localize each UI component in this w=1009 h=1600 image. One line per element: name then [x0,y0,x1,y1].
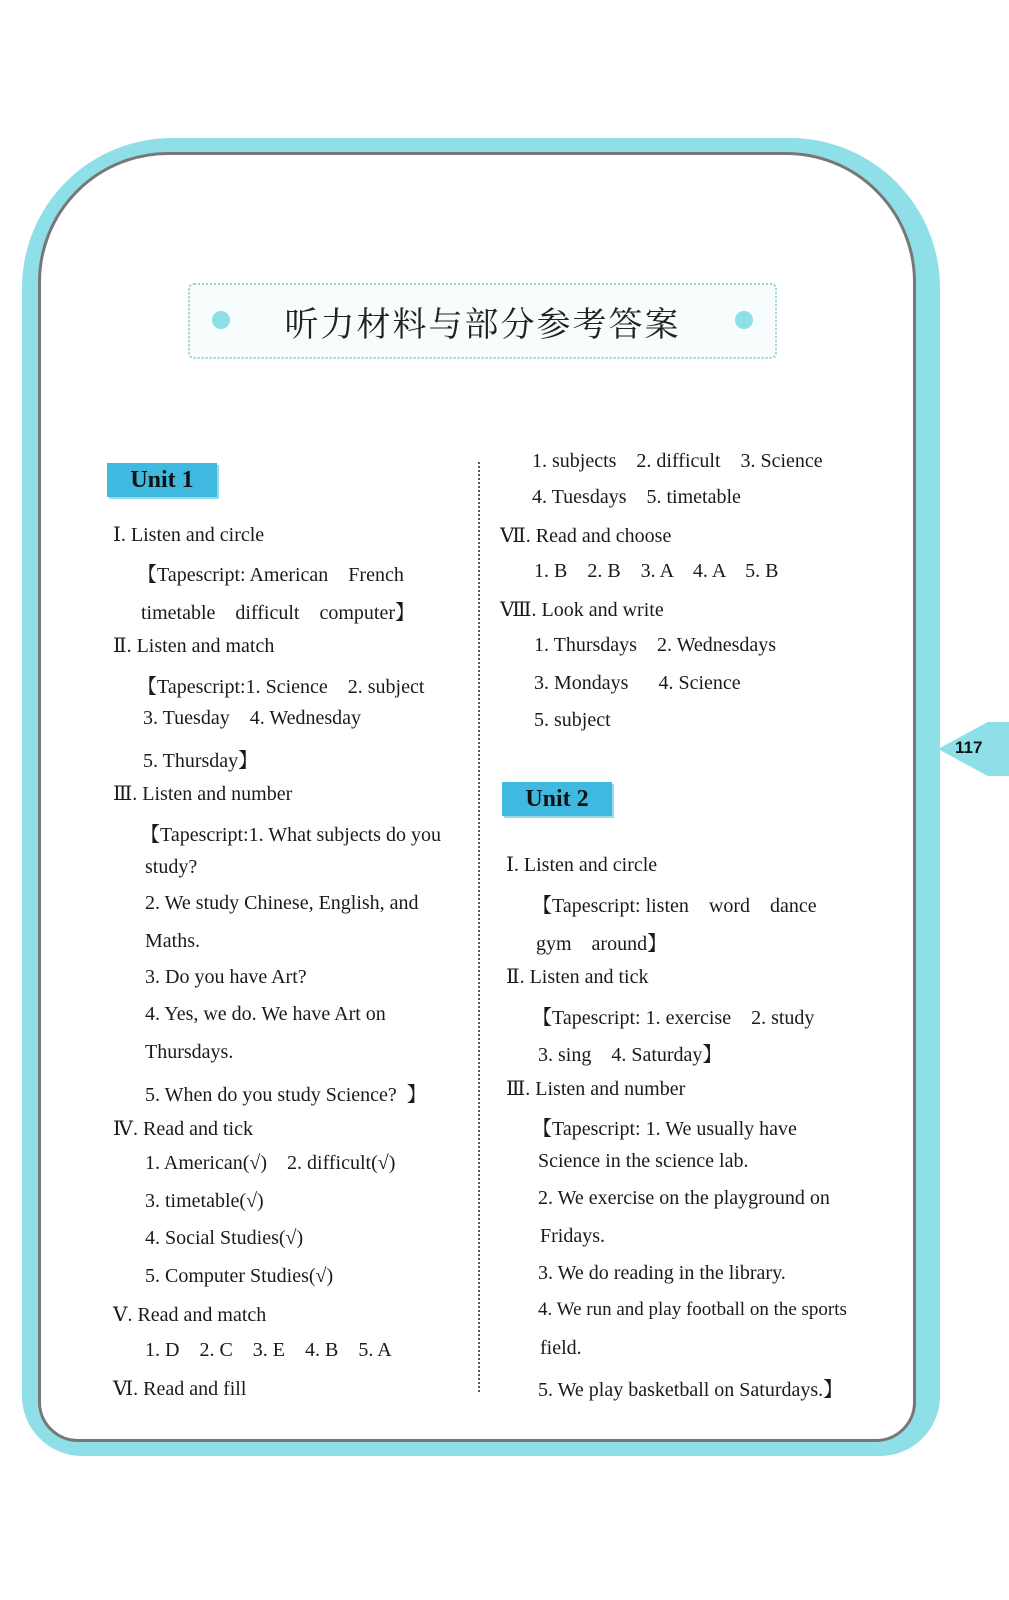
right-line: 1. Thursdays 2. Wednesdays [534,634,777,656]
left-line: 4. Yes, we do. We have Art on [145,1003,386,1025]
left-line: 3. Do you have Art? [145,966,307,988]
left-line: timetable difficult computer】 [141,602,416,624]
right-line: Ⅱ. Listen and tick [506,966,649,988]
right-line: 【Tapescript: 1. We usually have [532,1118,797,1140]
left-line: 2. We study Chinese, English, and [145,892,419,914]
unit1-label: Unit 1 [107,463,217,497]
title-dot-left [212,311,230,329]
right-line: 3. Mondays 4. Science [534,672,741,694]
title-dot-right [735,311,753,329]
left-line: Maths. [145,930,200,952]
right-line: Ⅶ. Read and choose [500,525,672,547]
left-line: Ⅳ. Read and tick [113,1118,253,1140]
right-line: field. [540,1337,582,1359]
right-line: 3. We do reading in the library. [538,1262,786,1284]
right-line: 5. We play basketball on Saturdays.】 [538,1379,844,1401]
left-line: 4. Social Studies(√) [145,1227,304,1249]
left-line: 5. When do you study Science? 】 [145,1084,427,1106]
left-line: 1. American(√) 2. difficult(√) [145,1152,396,1174]
right-line: 【Tapescript: 1. exercise 2. study [532,1007,815,1029]
right-line: 3. sing 4. Saturday】 [538,1044,723,1066]
left-line: 【Tapescript: American French [137,564,404,586]
unit2-label: Unit 2 [502,782,612,816]
left-line: Ⅵ. Read and fill [113,1378,247,1400]
left-line: Ⅰ. Listen and circle [113,524,265,546]
right-line: Ⅲ. Listen and number [506,1078,686,1100]
left-line: Ⅴ. Read and match [113,1304,267,1326]
left-line: study? [145,856,198,878]
right-line: gym around】 [536,933,668,955]
right-line: 4. Tuesdays 5. timetable [532,486,741,508]
page-number: 117 [955,738,983,757]
left-line: 【Tapescript:1. Science 2. subject [137,676,425,698]
left-line: Ⅱ. Listen and match [113,635,275,657]
left-line: Thursdays. [145,1041,234,1063]
right-line: 【Tapescript: listen word dance [532,895,817,917]
left-line: 5. Thursday】 [143,750,259,772]
left-line: 1. D 2. C 3. E 4. B 5. A [145,1339,392,1361]
right-line: 5. subject [534,709,611,731]
left-line: 【Tapescript:1. What subjects do you [140,824,441,846]
right-line: 1. B 2. B 3. A 4. A 5. B [534,560,779,582]
right-line: 2. We exercise on the playground on [538,1187,830,1209]
right-line: Ⅷ. Look and write [500,599,664,621]
page-title: 听力材料与部分参考答案 [284,304,681,345]
right-line: Fridays. [540,1225,605,1247]
left-line: 3. Tuesday 4. Wednesday [143,707,362,729]
column-divider [478,462,480,1392]
left-line: 5. Computer Studies(√) [145,1265,334,1287]
left-line: Ⅲ. Listen and number [113,783,293,805]
right-line: 4. We run and play football on the sports [538,1299,847,1320]
right-line: 1. subjects 2. difficult 3. Science [532,450,823,472]
title-banner [188,283,777,359]
right-line: Ⅰ. Listen and circle [506,854,658,876]
left-line: 3. timetable(√) [145,1190,264,1212]
right-line: Science in the science lab. [538,1150,749,1172]
